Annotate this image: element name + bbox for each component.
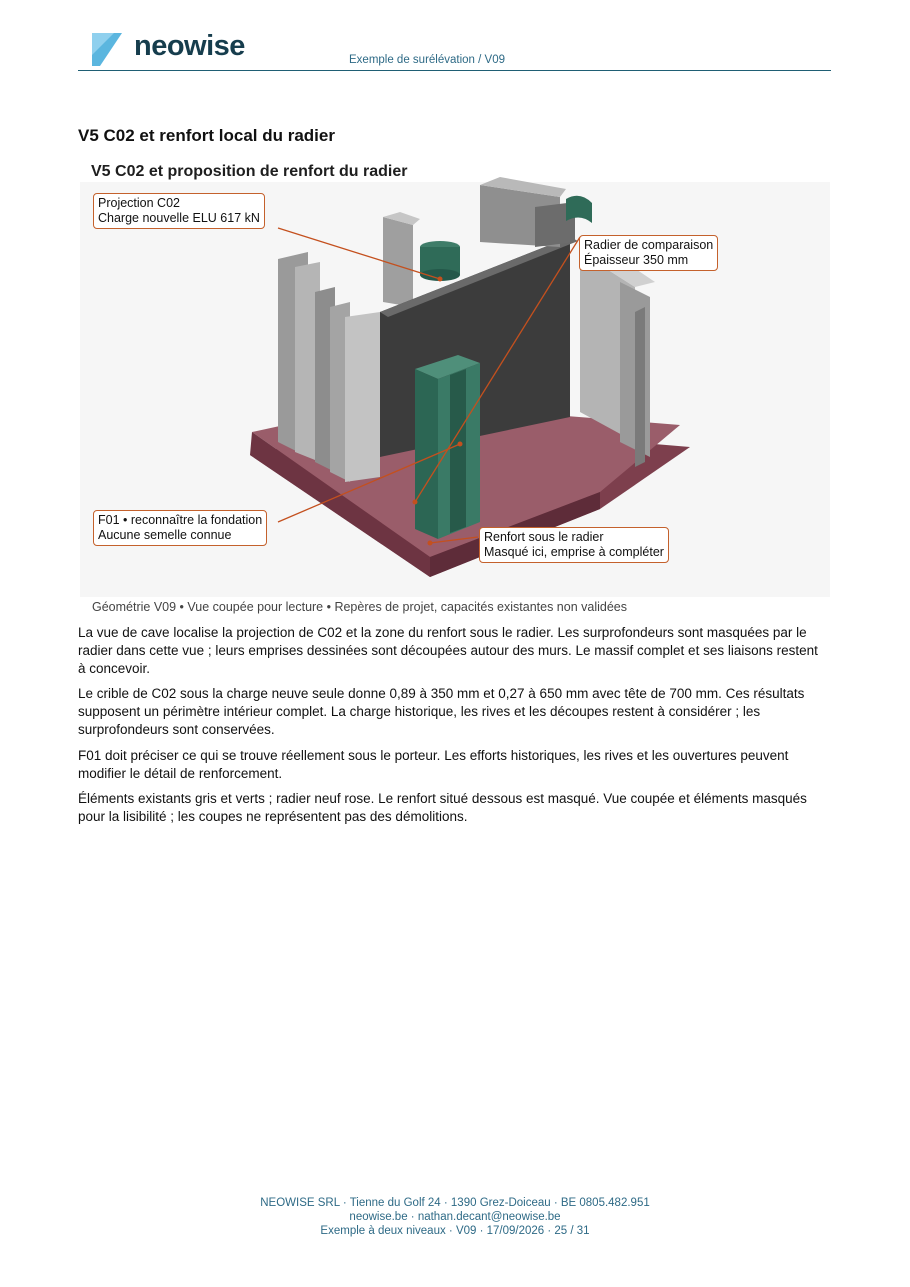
callout-f01 [93,510,267,546]
page-header [78,30,831,71]
callout-renfort-line2: Masqué ici, emprise à compléter [484,545,664,559]
callout-radier-line1: Radier de comparaison [584,238,714,252]
callout-f01-line1: F01 • reconnaître la fondation [98,513,263,527]
callout-projection-line1: Projection C02 [98,196,180,210]
logo-wordmark: neowise [134,30,245,62]
callout-radier-comparaison [579,235,718,271]
basement-3d-figure [80,157,830,597]
callout-renfort [479,527,669,563]
paragraph-4: Éléments existants gris et verts ; radier neuf rose. Le renfort situé dessous est masqué. Vue coupée et éléments masqués pour la lisibilité ; les coupes ne représentent pas des démolitions. [78,791,807,824]
callout-projection-line2: Charge nouvelle ELU 617 kN [98,211,260,225]
callout-f01-line2: Aucune semelle connue [98,528,232,542]
paragraph-2: Le crible de C02 sous la charge neuve seule donne 0,89 à 350 mm et 0,27 à 650 mm avec tête de 700 mm. Ces résultats supposent un périmètre intérieur complet. La charge historique, les rives et les découpes restent à considérer ; les surprofondeurs sont conservées. [78,686,805,737]
neowise-logo-icon [92,33,122,66]
paragraph-3: F01 doit préciser ce qui se trouve réellement sous le porteur. Les efforts historiques, les rives et les ouvertures peuvent modifier le détail de renforcement. [78,748,789,781]
footer-contact: neowise.be · nathan.decant@neowise.be [349,1211,561,1223]
paragraph-1: La vue de cave localise la projection de C02 et la zone du renfort sous le radier. Les surprofondeurs sont masquées par le radier dans cette vue ; leurs emprises dessinées sont découpées autour des murs. Le massif complet et ses liaisons restent à concevoir. [78,625,818,676]
figure-caption: Géométrie V09 • Vue coupée pour lecture • Repères de projet, capacités existantes non validées [92,600,627,614]
figure-title: V5 C02 et proposition de renfort du radier [91,163,408,180]
section-title: V5 C02 et renfort local du radier [78,126,335,145]
callout-projection-c02 [93,193,265,229]
callout-radier-line2: Épaisseur 350 mm [584,253,689,267]
document-reference: Exemple de surélévation / V09 [349,54,505,66]
callout-renfort-line1: Renfort sous le radier [484,530,604,544]
footer-company: NEOWISE SRL · Tienne du Golf 24 · 1390 Grez-Doiceau · BE 0805.482.951 [260,1197,650,1209]
footer-page-info: Exemple à deux niveaux · V09 · 17/09/2026 · 25 / 31 [320,1225,590,1237]
